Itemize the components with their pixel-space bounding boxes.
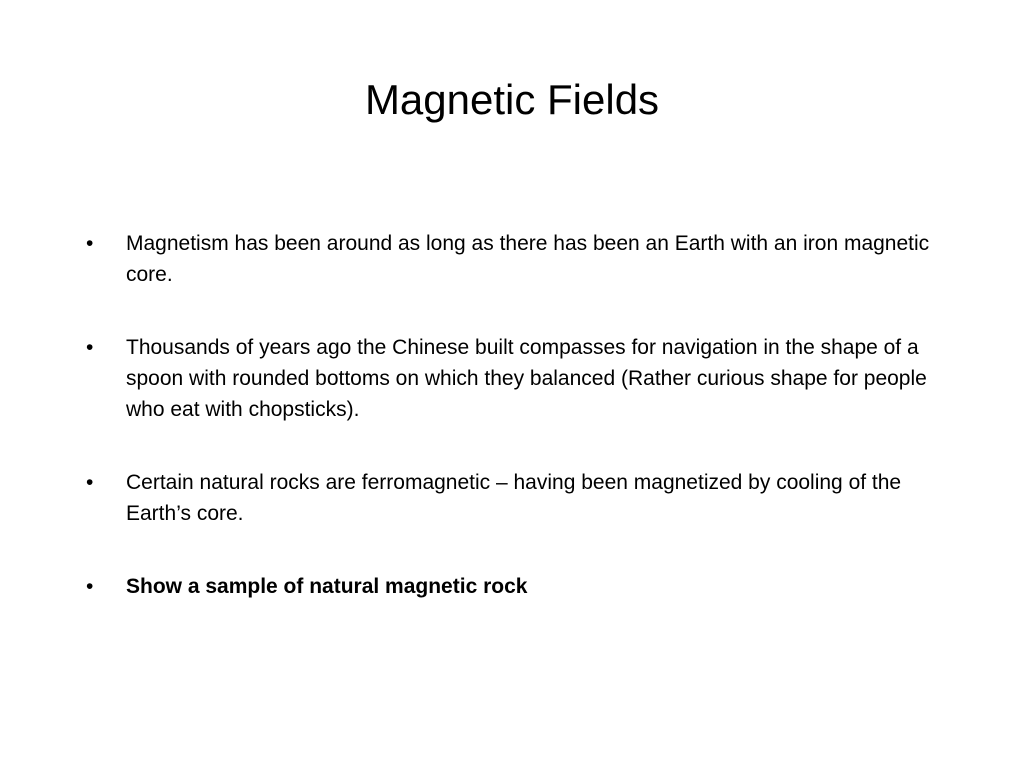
bullet-item xyxy=(86,332,946,425)
bullet-item xyxy=(86,228,946,290)
bullet-marker: • xyxy=(86,336,94,359)
bullet-text: Magnetism has been around as long as there has been an Earth with an iron magnetic core. xyxy=(126,232,930,286)
bullet-text-emphasis: Show a sample of natural magnetic rock xyxy=(126,575,528,598)
bullet-text: Thousands of years ago the Chinese built compasses for navigation in the shape of a spoon with rounded bottoms on which they balanced (Rather curious shape for people who eat with chopsticks). xyxy=(126,336,927,421)
bullet-item xyxy=(86,467,946,529)
bullet-text: Certain natural rocks are ferromagnetic – having been magnetized by cooling of the Earth’s core. xyxy=(126,471,902,525)
bullet-marker: • xyxy=(86,575,94,598)
bullet-marker: • xyxy=(86,232,94,255)
bullet-marker: • xyxy=(86,471,94,494)
slide-title: Magnetic Fields xyxy=(364,76,660,123)
bullet-item xyxy=(86,571,946,602)
bullet-list xyxy=(86,228,946,644)
